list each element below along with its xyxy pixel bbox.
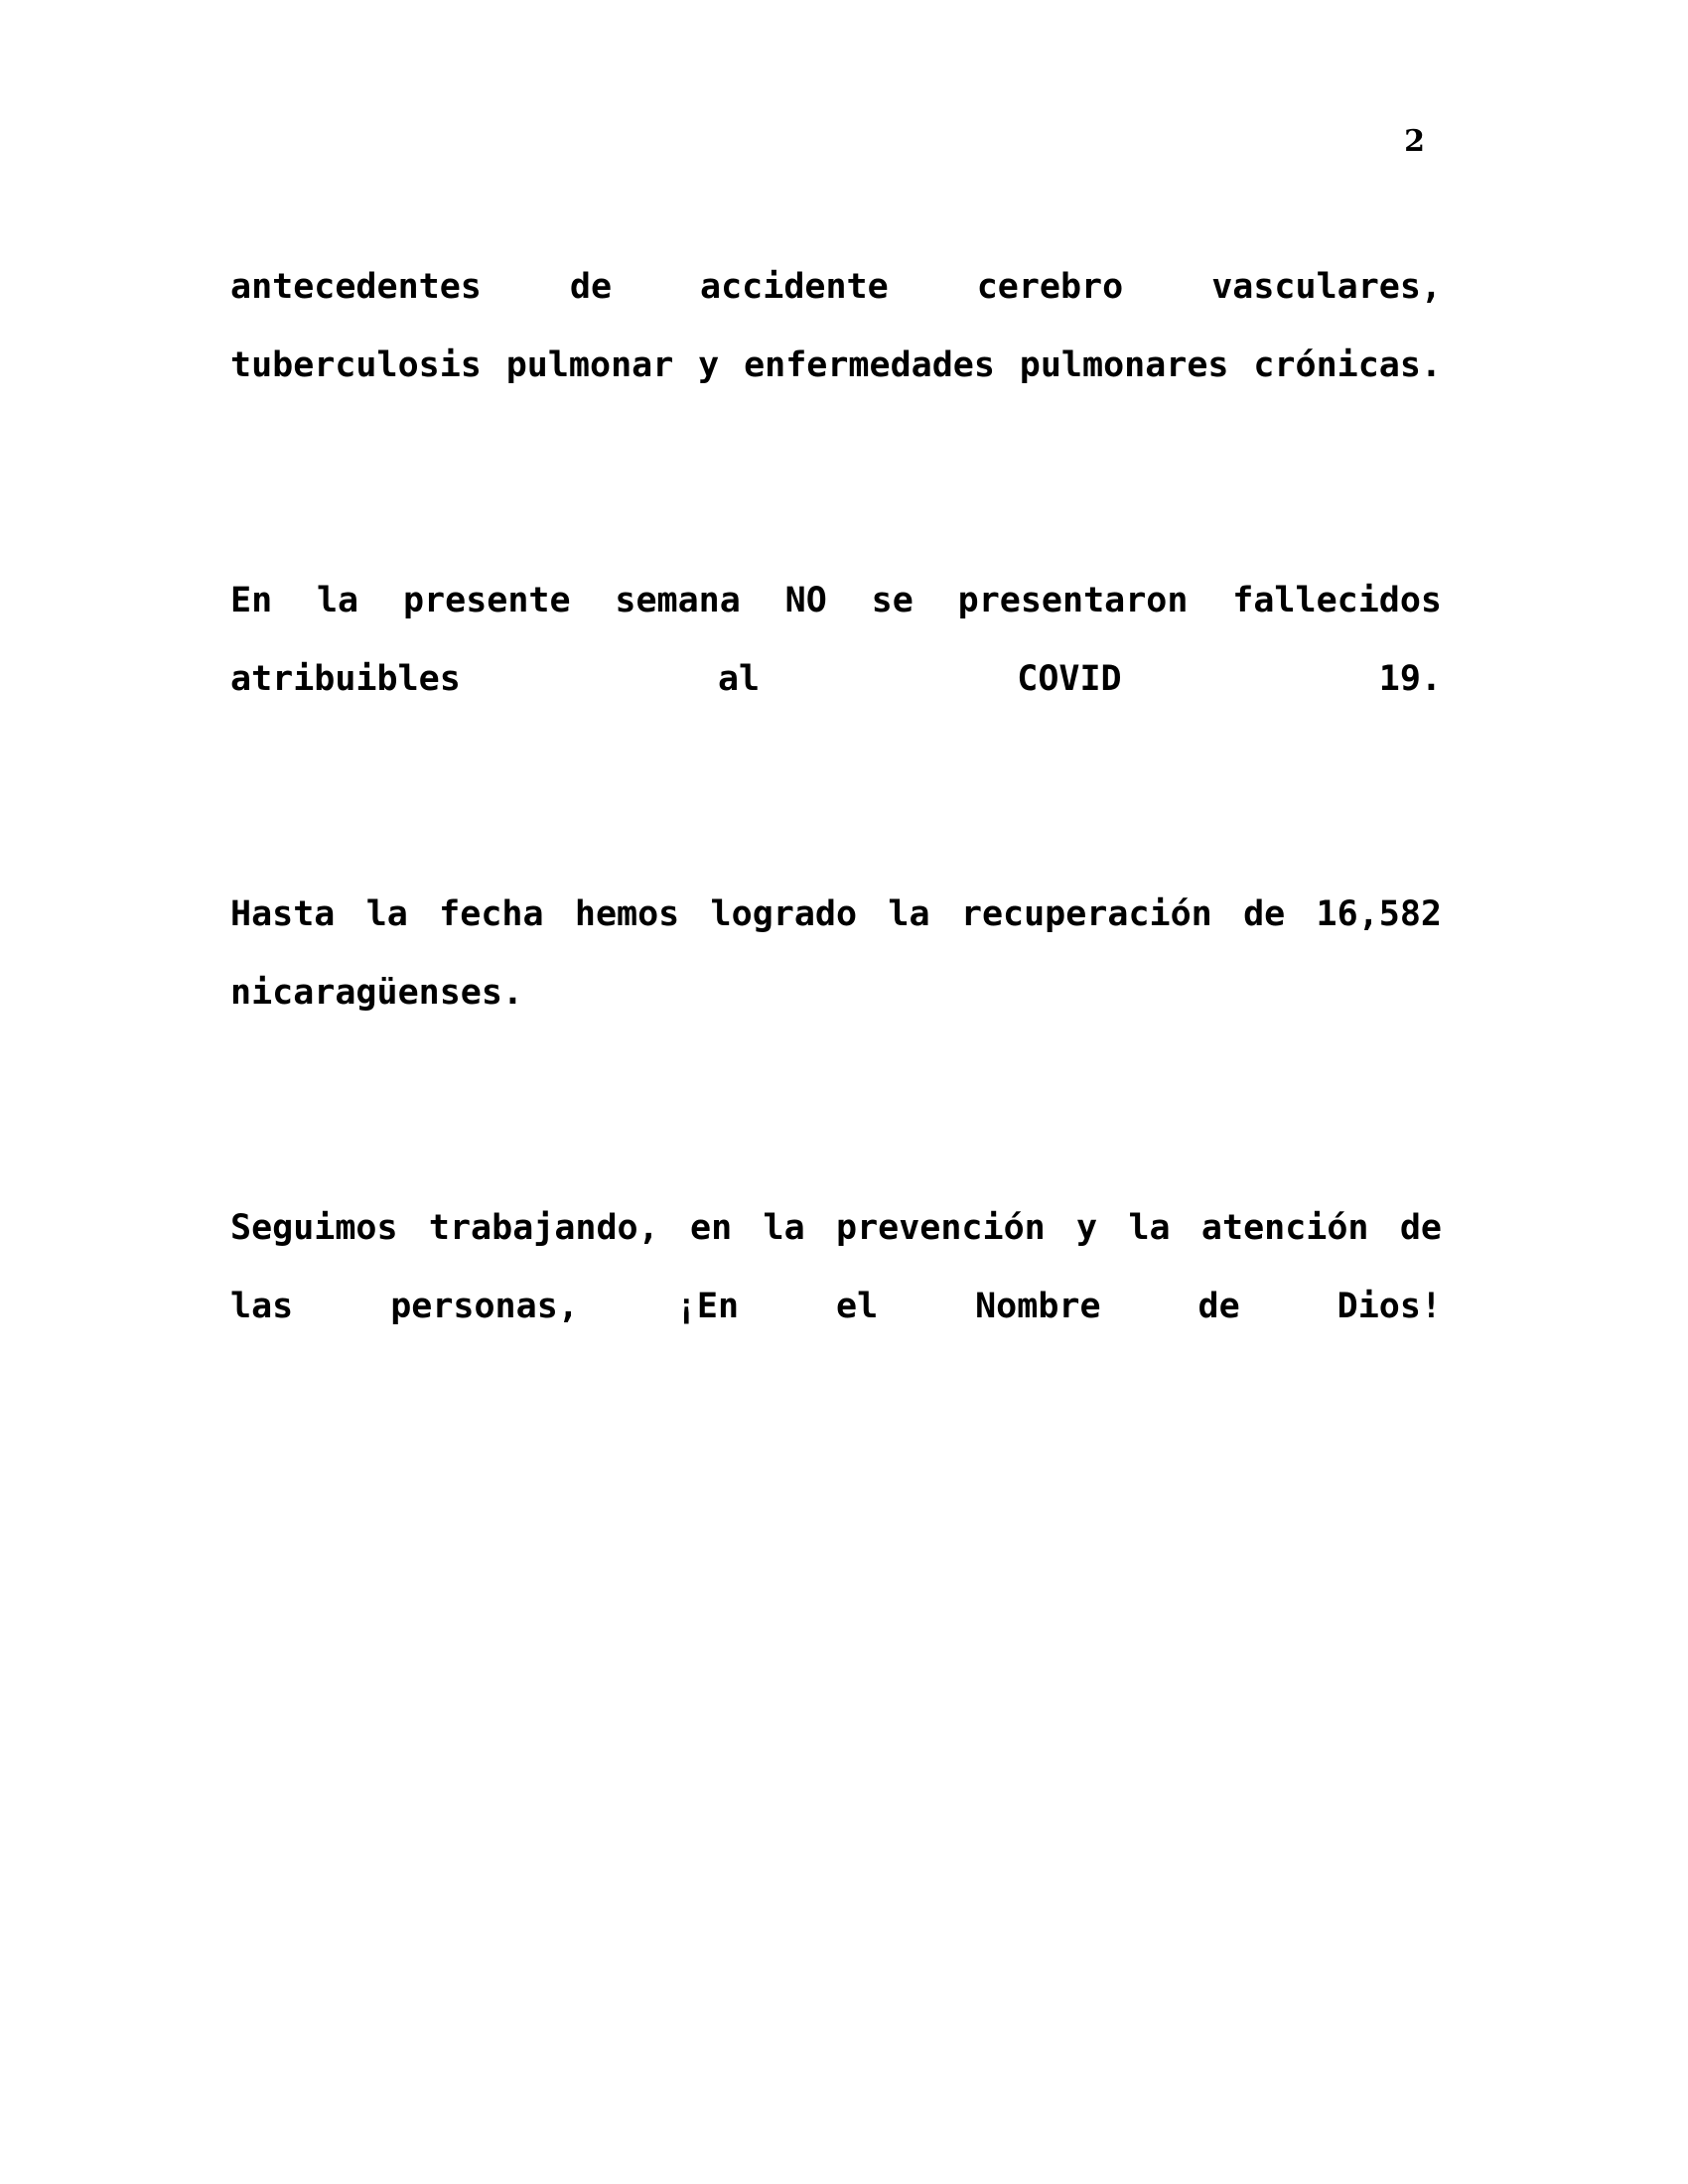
paragraph-4: Seguimos trabajando, en la prevención y la atención de las personas, ¡En el Nombre de Dios! (230, 1208, 1442, 1326)
paragraph-2: En la presente semana NO se presentaron fallecidos atribuibles al COVID 19. (230, 581, 1442, 699)
paragraph-1: antecedentes de accidente cerebro vasculares, tuberculosis pulmonar y enfermedades pulmonares crónicas. (230, 267, 1442, 385)
page-number: 2 (1404, 124, 1425, 159)
paragraph-3: Hasta la fecha hemos logrado la recuperación de 16,582 nicaragüenses. (230, 894, 1442, 1013)
document-body (230, 248, 1442, 1425)
